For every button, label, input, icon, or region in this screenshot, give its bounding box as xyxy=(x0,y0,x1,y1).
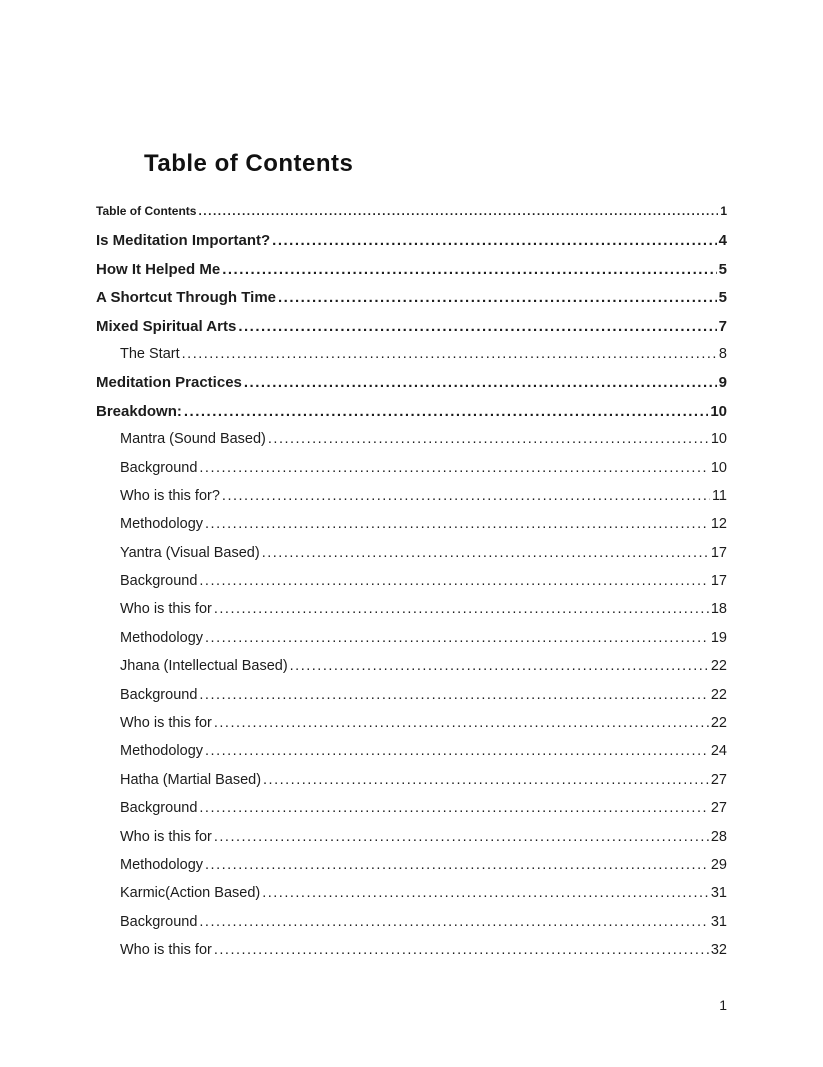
toc-leader-dots xyxy=(238,318,716,335)
toc-leader-dots xyxy=(205,630,709,646)
toc-entry-page: 22 xyxy=(710,715,727,732)
toc-entry-page: 5 xyxy=(718,289,727,307)
toc-entry-page: 27 xyxy=(710,771,727,788)
toc-leader-dots xyxy=(198,204,718,218)
toc-leader-dots xyxy=(214,715,709,731)
toc-leader-dots xyxy=(214,942,709,958)
toc-entry-page: 19 xyxy=(710,629,727,646)
toc-entry-page: 18 xyxy=(710,601,727,618)
toc-entry[interactable] xyxy=(96,914,727,942)
toc-list xyxy=(96,204,727,971)
toc-leader-dots xyxy=(205,516,709,532)
toc-leader-dots xyxy=(262,885,709,901)
toc-entry-label: Who is this for xyxy=(120,942,212,959)
toc-entry[interactable] xyxy=(96,460,727,488)
toc-entry-page: 10 xyxy=(710,402,727,420)
toc-entry-label: The Start xyxy=(120,345,180,362)
toc-entry-label: Breakdown: xyxy=(96,402,182,420)
toc-entry[interactable] xyxy=(96,573,727,601)
toc-leader-dots xyxy=(199,800,708,816)
toc-entry-label: Who is this for? xyxy=(120,487,220,504)
toc-entry-label: Meditation Practices xyxy=(96,374,242,392)
toc-leader-dots xyxy=(214,601,709,617)
toc-entry-label: Background xyxy=(120,913,198,930)
toc-leader-dots xyxy=(290,658,709,674)
toc-leader-dots xyxy=(262,545,709,561)
toc-entry[interactable] xyxy=(96,942,727,970)
toc-entry-label: Who is this for xyxy=(120,601,212,618)
toc-entry[interactable] xyxy=(96,261,727,289)
toc-entry-page: 7 xyxy=(718,317,727,335)
toc-entry[interactable] xyxy=(96,488,727,516)
toc-entry[interactable] xyxy=(96,743,727,771)
toc-entry-label: Methodology xyxy=(120,516,204,533)
toc-entry-page: 17 xyxy=(710,544,727,561)
toc-entry[interactable] xyxy=(96,232,727,260)
toc-entry-label: Karmic(Action Based) xyxy=(120,885,261,902)
toc-leader-dots xyxy=(244,374,717,391)
toc-leader-dots xyxy=(263,772,709,788)
toc-leader-dots xyxy=(222,261,716,278)
toc-leader-dots xyxy=(199,687,708,703)
toc-entry-label: Methodology xyxy=(120,743,204,760)
toc-entry-page: 11 xyxy=(711,487,727,504)
toc-entry[interactable] xyxy=(96,545,727,573)
toc-entry-page: 29 xyxy=(710,856,727,873)
toc-entry-label: Who is this for xyxy=(120,828,212,845)
toc-leader-dots xyxy=(268,431,709,447)
toc-entry-label: Mantra (Sound Based) xyxy=(120,431,266,448)
toc-leader-dots xyxy=(272,232,716,249)
toc-leader-dots xyxy=(199,914,708,930)
toc-entry-label: Background xyxy=(120,800,198,817)
toc-entry-label: Mixed Spiritual Arts xyxy=(96,317,237,335)
toc-leader-dots xyxy=(205,857,709,873)
toc-entry-label: How It Helped Me xyxy=(96,260,221,278)
toc-entry[interactable] xyxy=(96,687,727,715)
toc-entry[interactable] xyxy=(96,885,727,913)
toc-leader-dots xyxy=(184,403,708,420)
toc-entry[interactable] xyxy=(96,829,727,857)
toc-entry[interactable] xyxy=(96,601,727,629)
toc-entry[interactable] xyxy=(96,318,727,346)
toc-entry-page: 31 xyxy=(710,913,727,930)
toc-leader-dots xyxy=(182,346,717,362)
toc-entry[interactable] xyxy=(96,800,727,828)
toc-entry[interactable] xyxy=(96,630,727,658)
toc-entry-page: 32 xyxy=(710,942,727,959)
footer-page-number: 1 xyxy=(719,997,727,1013)
toc-entry-label: Methodology xyxy=(120,629,204,646)
toc-entry[interactable] xyxy=(96,516,727,544)
toc-leader-dots xyxy=(199,460,708,476)
toc-leader-dots xyxy=(278,289,717,306)
page-title: Table of Contents xyxy=(144,150,354,177)
toc-entry-label: Methodology xyxy=(120,856,204,873)
toc-leader-dots xyxy=(205,743,709,759)
toc-entry[interactable] xyxy=(96,204,727,232)
toc-entry[interactable] xyxy=(96,658,727,686)
toc-entry-page: 28 xyxy=(710,828,727,845)
toc-entry-page: 1 xyxy=(720,204,727,218)
toc-entry-label: Background xyxy=(120,686,198,703)
toc-entry[interactable] xyxy=(96,346,727,374)
toc-entry-page: 24 xyxy=(710,743,727,760)
toc-entry-label: Yantra (Visual Based) xyxy=(120,544,260,561)
toc-entry[interactable] xyxy=(96,857,727,885)
toc-entry-label: Who is this for xyxy=(120,715,212,732)
toc-entry-page: 10 xyxy=(710,459,727,476)
toc-entry[interactable] xyxy=(96,289,727,317)
toc-entry-label: A Shortcut Through Time xyxy=(96,289,276,307)
toc-entry[interactable] xyxy=(96,772,727,800)
toc-leader-dots xyxy=(222,488,710,504)
toc-entry-page: 10 xyxy=(710,431,727,448)
toc-leader-dots xyxy=(214,829,709,845)
toc-entry[interactable] xyxy=(96,403,727,431)
toc-entry-page: 4 xyxy=(718,232,727,250)
toc-entry-label: Is Meditation Important? xyxy=(96,232,271,250)
toc-entry-page: 27 xyxy=(710,800,727,817)
toc-entry[interactable] xyxy=(96,431,727,459)
toc-entry-label: Background xyxy=(120,573,198,590)
toc-entry-page: 12 xyxy=(710,516,727,533)
toc-entry-page: 9 xyxy=(718,374,727,392)
toc-entry-label: Table of Contents xyxy=(96,204,197,218)
toc-entry-page: 22 xyxy=(710,658,727,675)
toc-entry[interactable] xyxy=(96,374,727,402)
toc-entry-page: 8 xyxy=(718,345,727,362)
toc-entry-label: Background xyxy=(120,459,198,476)
toc-entry-page: 5 xyxy=(718,260,727,278)
toc-entry[interactable] xyxy=(96,715,727,743)
toc-leader-dots xyxy=(199,573,708,589)
toc-entry-page: 31 xyxy=(710,885,727,902)
toc-entry-label: Jhana (Intellectual Based) xyxy=(120,658,288,675)
toc-entry-label: Hatha (Martial Based) xyxy=(120,771,262,788)
toc-entry-page: 17 xyxy=(710,573,727,590)
toc-entry-page: 22 xyxy=(710,686,727,703)
